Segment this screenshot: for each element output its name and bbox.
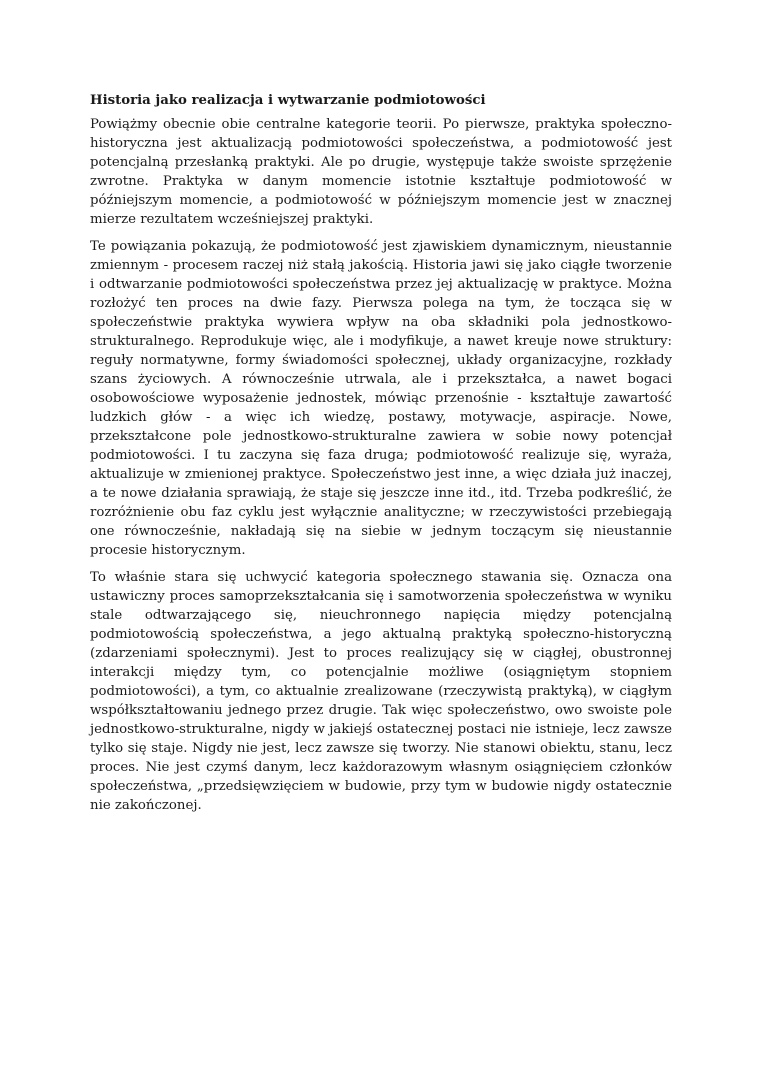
paragraph-3: To właśnie stara się uchwycić kategoria społecznego stawania się. Oznacza ona ustawiczny proces samoprzekształcania się i samotworzenia społeczeństwa w wyniku stale odtwarzającego się, nieuchronnego napięcia między potencjalną podmiotowością społeczeństwa, a jego aktualną praktyką społeczno-historyczną (zdarzeniami społecznymi). Jest to proces realizujący się w ciągłej, obustronnej interakcji między tym, co potencjalnie możliwe (osiągniętym stopniem podmiotowości), a tym, co aktualnie zrealizowane (rzeczywistą praktyką), w ciągłym współkształtowaniu jednego przez drugie. Tak więc społeczeństwo, owo swoiste pole jednostkowo-strukturalne, nigdy w jakiejś ostatecznej postaci nie istnieje, lecz zawsze tylko się staje. Nigdy nie jest, lecz zawsze się tworzy. Nie stanowi obiektu, stanu, lecz proces. Nie jest czymś danym, lecz każdorazowym własnym osiągnięciem członków społeczeństwa, „przedsięwzięciem w budowie, przy tym w budowie nigdy ostatecznie nie zakończonej. (90, 570, 672, 813)
document-page (90, 91, 672, 823)
paragraph-1: Powiążmy obecnie obie centralne kategorie teorii. Po pierwsze, praktyka społeczno-historyczna jest aktualizacją podmiotowości społeczeństwa, a podmiotowość jest potencjalną przesłanką praktyki. Ale po drugie, występuje także swoiste sprzężenie zwrotne. Praktyka w danym momencie istotnie kształtuje podmiotowość w późniejszym momencie, a podmiotowość w późniejszym momencie jest w znacznej mierze rezultatem wcześniejszej praktyki. (90, 117, 672, 227)
document-title: Historia jako realizacja i wytwarzanie podmiotowości (90, 93, 486, 108)
paragraph-2: Te powiązania pokazują, że podmiotowość jest zjawiskiem dynamicznym, nieustannie zmiennym - procesem raczej niż stałą jakością. Historia jawi się jako ciągłe tworzenie i odtwarzanie podmiotowości społeczeństwa przez jej aktualizację w praktyce. Można rozłożyć ten proces na dwie fazy. Pierwsza polega na tym, że tocząca się w społeczeństwie praktyka wywiera wpływ na oba składniki pola jednostkowo-strukturalnego. Reprodukuje więc, ale i modyfikuje, a nawet kreuje nowe struktury: reguły normatywne, formy świadomości społecznej, układy organizacyjne, rozkłady szans życiowych. A równocześnie utrwala, ale i przekształca, a nawet bogaci osobowościowe wyposażenie jednostek, mówiąc przenośnie - kształtuje zawartość ludzkich głów - a więc ich wiedzę, postawy, motywacje, aspiracje. Nowe, przekształcone pole jednostkowo-strukturalne zawiera w sobie nowy potencjał podmiotowości. I tu zaczyna się faza druga; podmiotowość realizuje się, wyraża, aktualizuje w zmienionej praktyce. Społeczeństwo jest inne, a więc działa już inaczej, a te nowe działania sprawiają, że staje się jeszcze inne itd., itd. Trzeba podkreślić, że rozróżnienie obu faz cyklu jest wyłącznie analityczne; w rzeczywistości przebiegają one równocześnie, nakładają się na siebie w jednym toczącym się nieustannie procesie historycznym. (90, 239, 672, 558)
